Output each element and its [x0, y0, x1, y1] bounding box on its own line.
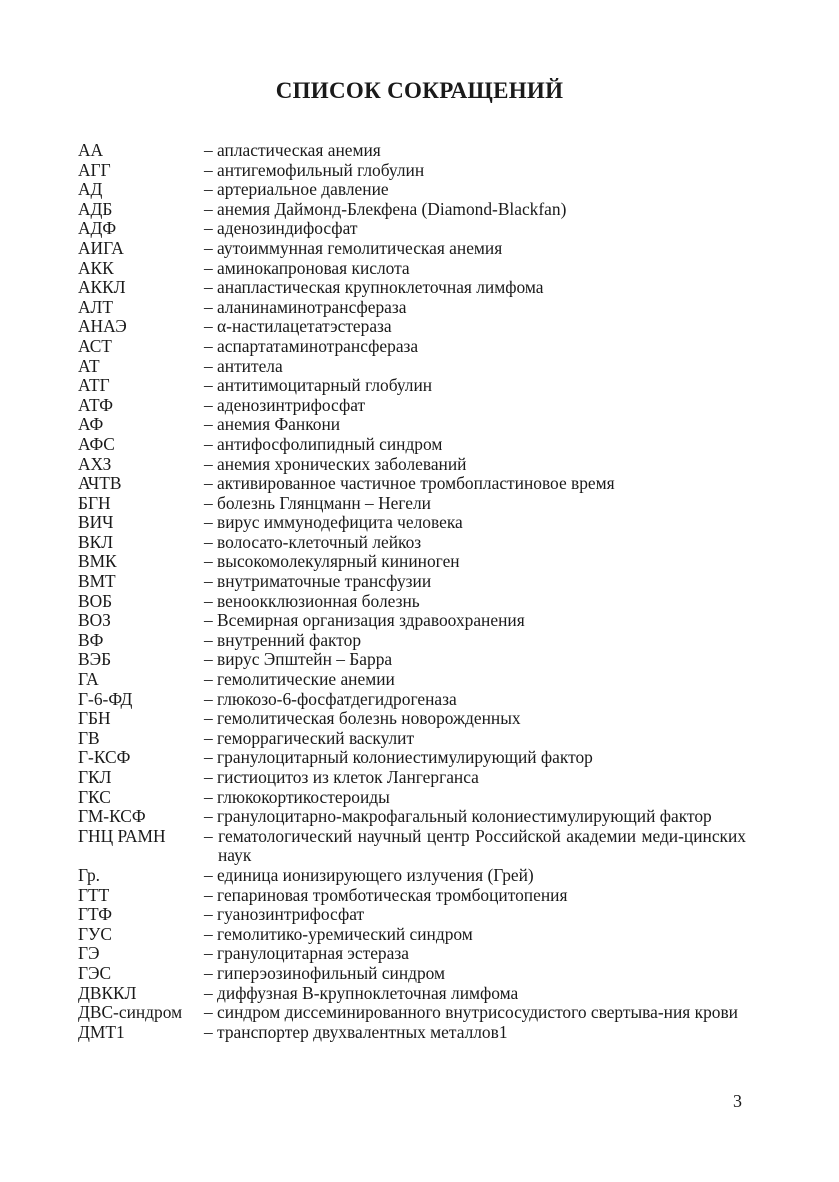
abbreviation-entry	[78, 317, 746, 337]
abbreviation-definition: – единица ионизирующего излучения (Грей)	[204, 864, 534, 885]
abbreviation-term: БГН	[78, 492, 111, 513]
abbreviation-term: АД	[78, 179, 103, 200]
abbreviation-term: ДМТ1	[78, 1021, 125, 1042]
abbreviation-definition: – апластическая анемия	[204, 140, 381, 160]
abbreviation-definition: – анемия Даймонд-Блекфена (Diamond-Blackfan)	[204, 198, 567, 219]
abbreviation-definition: – вирус иммунодефицита человека	[204, 512, 463, 533]
abbreviation-entry	[78, 200, 746, 220]
abbreviation-definition: – аутоиммунная гемолитическая анемия	[204, 237, 503, 258]
abbreviation-entry	[78, 415, 746, 435]
abbreviation-term: ГА	[78, 669, 99, 690]
abbreviation-term: ВМТ	[78, 571, 116, 592]
abbreviation-term: ВЭБ	[78, 649, 112, 670]
abbreviation-term: АЛТ	[78, 296, 113, 317]
abbreviation-term: ГМ-КСФ	[78, 806, 146, 827]
abbreviation-entry	[78, 827, 746, 866]
abbreviation-entry	[78, 298, 746, 318]
abbreviation-entry	[78, 572, 746, 592]
abbreviation-entry	[78, 219, 746, 239]
abbreviation-definition: – антитимоцитарный глобулин	[204, 375, 433, 396]
abbreviation-definition: – гепариновая тромботическая тромбоцитопения	[204, 884, 568, 905]
abbreviation-definition: – Всемирная организация здравоохранения	[204, 610, 525, 631]
abbreviation-term: АА	[78, 140, 104, 160]
abbreviation-term: АФ	[78, 414, 104, 435]
abbreviation-definition: – активированное частичное тромбопластиновое время	[204, 473, 615, 494]
abbreviation-term: АНАЭ	[78, 316, 127, 337]
abbreviation-entry	[78, 807, 746, 827]
abbreviation-term: АФС	[78, 433, 115, 454]
abbreviation-term: ВИЧ	[78, 512, 114, 533]
abbreviation-entry	[78, 552, 746, 572]
abbreviation-definition: – гистиоцитоз из клеток Лангерганса	[204, 767, 479, 787]
abbreviation-definition: – внутриматочные трансфузии	[204, 571, 432, 592]
abbreviation-entry	[78, 161, 746, 181]
abbreviation-definition: – анемия Фанкони	[204, 414, 341, 435]
abbreviation-term: ВМК	[78, 551, 117, 572]
abbreviation-definition: – аденозинтрифосфат	[204, 394, 366, 415]
abbreviation-entry	[78, 650, 746, 670]
abbreviation-term: ГКС	[78, 786, 111, 807]
abbreviation-definition: – внутренний фактор	[204, 629, 362, 650]
abbreviation-definition: – гранулоцитарный колониестимулирующий фактор	[204, 747, 593, 768]
abbreviation-entry	[78, 278, 746, 298]
abbreviation-term: ГБН	[78, 708, 111, 729]
abbreviation-definition: – вирус Эпштейн – Барра	[204, 649, 393, 670]
page-number: 3	[733, 1091, 742, 1111]
abbreviation-definition: – гиперэозинофильный синдром	[204, 962, 446, 983]
abbreviation-term: ДВККЛ	[78, 982, 137, 1003]
abbreviation-definition: – геморрагический васкулит	[204, 727, 415, 748]
abbreviation-entry	[78, 748, 746, 768]
abbreviation-term: ДВС-синдром	[78, 1002, 183, 1023]
abbreviation-term: ВКЛ	[78, 531, 113, 552]
abbreviation-entry	[78, 925, 746, 945]
abbreviation-definition: – антифосфолипидный синдром	[204, 433, 443, 454]
abbreviation-term: ГУС	[78, 923, 112, 944]
abbreviation-entry	[78, 435, 746, 455]
abbreviation-entry	[78, 984, 746, 1004]
abbreviation-definition: – волосато-клеточный лейкоз	[204, 531, 422, 552]
abbreviation-term: ВОЗ	[78, 610, 111, 631]
abbreviation-term: ГТФ	[78, 904, 113, 925]
abbreviation-term: ГЭ	[78, 943, 100, 964]
abbreviation-entry	[78, 513, 746, 533]
abbreviation-definition: – гранулоцитарная эстераза	[204, 943, 409, 964]
abbreviation-entry	[78, 1003, 746, 1023]
abbreviation-entry	[78, 494, 746, 514]
abbreviation-term: АЧТВ	[78, 473, 122, 494]
abbreviation-definition: – гранулоцитарно-макрофагальный колониестимулирующий фактор	[204, 806, 712, 827]
abbreviation-entry	[78, 964, 746, 984]
abbreviation-entry	[78, 239, 746, 259]
abbreviation-term: АКК	[78, 257, 114, 278]
abbreviation-term: АККЛ	[78, 277, 126, 298]
abbreviation-definition: – глюкозо-6-фосфатдегидрогеназа	[204, 688, 457, 709]
abbreviation-entry	[78, 709, 746, 729]
abbreviation-term: ГВ	[78, 727, 100, 748]
abbreviation-term: ГТТ	[78, 884, 110, 905]
abbreviation-term: ГНЦ РАМН	[78, 825, 166, 846]
abbreviation-entry	[78, 592, 746, 612]
abbreviation-definition: – антигемофильный глобулин	[204, 159, 425, 180]
abbreviation-term: АИГА	[78, 237, 124, 258]
abbreviation-term: АТФ	[78, 394, 114, 415]
abbreviation-entry	[78, 886, 746, 906]
abbreviation-term: АТ	[78, 355, 100, 376]
abbreviation-definition: – анапластическая крупноклеточная лимфома	[204, 277, 544, 298]
page-title: СПИСОК СОКРАЩЕНИЙ	[275, 78, 564, 103]
abbreviation-entry	[78, 455, 746, 475]
abbreviation-entry	[78, 690, 746, 710]
abbreviation-entry	[78, 141, 746, 161]
abbreviation-entry	[78, 259, 746, 279]
abbreviation-term: АХЗ	[78, 453, 112, 474]
abbreviation-term: ГЭС	[78, 962, 112, 983]
abbreviation-entry	[78, 768, 746, 788]
abbreviation-entry	[78, 337, 746, 357]
abbreviation-definition: – гуанозинтрифосфат	[204, 904, 365, 925]
abbreviation-term: АДФ	[78, 218, 117, 239]
abbreviation-definition: – артериальное давление	[204, 179, 389, 200]
abbreviation-definition: – синдром диссеминированного внутрисосудистого свертыва-ния крови	[204, 1002, 738, 1023]
abbreviation-entry	[78, 396, 746, 416]
abbreviation-definition: – глюкокортикостероиды	[204, 786, 390, 807]
abbreviation-definition: – гематологический научный центр Российской академии меди-цинских наук	[204, 825, 746, 866]
abbreviation-entry	[78, 631, 746, 651]
abbreviation-list	[78, 141, 746, 1042]
abbreviation-definition: – аланинаминотрансфераза	[204, 296, 407, 317]
abbreviation-entry	[78, 944, 746, 964]
abbreviation-definition: – болезнь Глянцманн – Негели	[204, 492, 431, 513]
abbreviation-entry	[78, 670, 746, 690]
abbreviation-term: АСТ	[78, 335, 112, 356]
abbreviation-entry	[78, 611, 746, 631]
abbreviation-term: Г-КСФ	[78, 747, 131, 768]
abbreviation-definition: – веноокклюзионная болезнь	[204, 590, 420, 611]
abbreviation-definition: – гемолитические анемии	[204, 669, 395, 690]
abbreviation-entry	[78, 474, 746, 494]
abbreviation-term: ВФ	[78, 629, 104, 650]
abbreviation-definition: – анемия хронических заболеваний	[204, 453, 467, 474]
abbreviation-entry	[78, 729, 746, 749]
abbreviation-definition: – аденозиндифосфат	[204, 218, 358, 239]
abbreviation-definition: – гемолитическая болезнь новорожденных	[204, 708, 521, 729]
abbreviation-term: АДБ	[78, 198, 113, 219]
abbreviation-entry	[78, 180, 746, 200]
abbreviation-entry	[78, 866, 746, 886]
abbreviation-term: ГКЛ	[78, 767, 112, 787]
abbreviation-definition: – транспортер двухвалентных металлов1	[204, 1021, 508, 1042]
abbreviation-definition: – аспартатаминотрансфераза	[204, 335, 419, 356]
abbreviation-definition: – высокомолекулярный кининоген	[204, 551, 460, 572]
abbreviation-definition: – α-настилацетатэстераза	[204, 316, 392, 337]
abbreviation-entry	[78, 788, 746, 808]
abbreviation-entry	[78, 533, 746, 553]
abbreviation-definition: – диффузная B-крупноклеточная лимфома	[204, 982, 519, 1003]
abbreviation-term: АТГ	[78, 375, 110, 396]
abbreviation-entry	[78, 376, 746, 396]
abbreviation-term: Гр.	[78, 864, 101, 885]
abbreviation-term: ВОБ	[78, 590, 113, 611]
abbreviation-term: Г-6-ФД	[78, 688, 133, 709]
abbreviation-entry	[78, 905, 746, 925]
abbreviation-term: АГГ	[78, 159, 111, 180]
abbreviation-definition: – гемолитико-уремический синдром	[204, 923, 473, 944]
abbreviation-entry	[78, 1023, 746, 1043]
abbreviation-entry	[78, 357, 746, 377]
abbreviation-definition: – аминокапроновая кислота	[204, 257, 410, 278]
abbreviation-definition: – антитела	[204, 355, 283, 376]
